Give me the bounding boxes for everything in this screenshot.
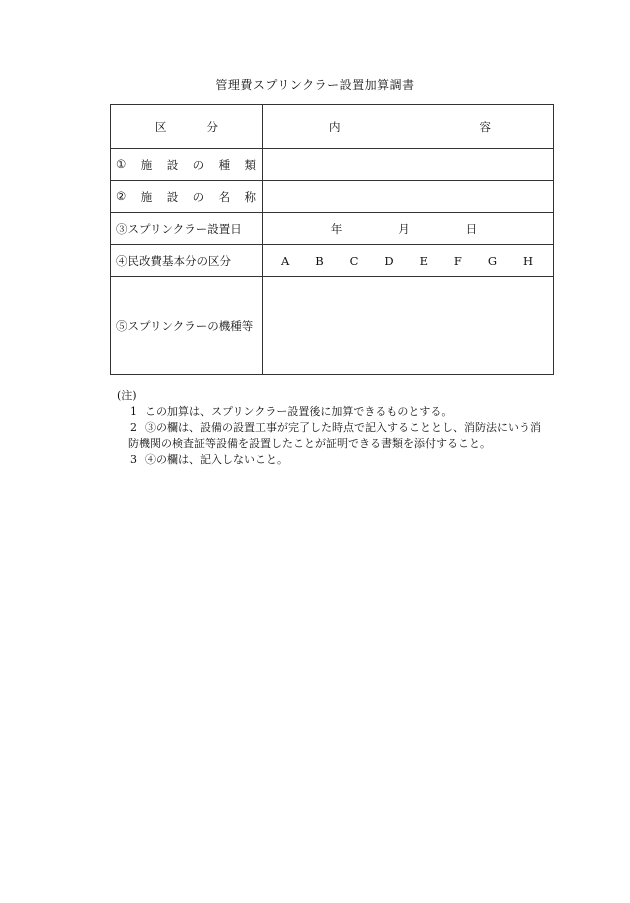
sprinkler-form-table: [110, 104, 554, 375]
classification-field: [263, 245, 554, 277]
label-char: 施: [140, 189, 153, 204]
note-item: [117, 452, 567, 468]
model-field[interactable]: [263, 277, 554, 375]
row-label-install-date: ③スプリンクラー設置日: [111, 213, 263, 245]
note-text-continuation: 防機関の検査証等設備を設置したことが証明できる書類を添付すること。: [128, 437, 491, 450]
label-char: 設: [166, 189, 179, 204]
grade-option[interactable]: E: [419, 253, 428, 268]
note-number: 2: [130, 421, 137, 434]
label-char: 名: [218, 189, 231, 204]
header-category-cell: [111, 105, 263, 149]
note-item: [117, 404, 567, 420]
grade-option[interactable]: C: [349, 253, 359, 268]
notes-section: [117, 388, 567, 468]
header-content-cell: [263, 105, 554, 149]
grade-option[interactable]: D: [384, 253, 394, 268]
row-label-facility-name: [111, 181, 263, 213]
label-char: 称: [244, 189, 256, 204]
date-day-label: 日: [465, 221, 478, 236]
label-char: ①: [116, 156, 127, 171]
header-content-char: 容: [479, 119, 491, 134]
grade-option[interactable]: F: [453, 253, 462, 268]
label-char: の: [192, 157, 205, 172]
note-text: ③の欄は、設備の設置工事が完了した時点で記入することとし、消防法にいう消: [145, 421, 541, 434]
table-row-model: [111, 277, 554, 375]
label-char: 種: [218, 157, 231, 172]
date-year-label: 年: [330, 221, 343, 236]
note-text: ④の欄は、記入しないこと。: [145, 453, 288, 466]
grade-option[interactable]: H: [522, 253, 533, 268]
header-category-char: 区: [155, 119, 167, 134]
row-label-classification: ④民改費基本分の区分: [111, 245, 263, 277]
row-label-facility-type: [111, 149, 263, 181]
label-char: 設: [166, 157, 179, 172]
note-text: この加算は、スプリンクラー設置後に加算できるものとする。: [145, 405, 453, 418]
label-char: 類: [244, 157, 256, 172]
install-date-field[interactable]: [263, 213, 554, 245]
facility-name-field[interactable]: [263, 181, 554, 213]
note-item: [117, 420, 567, 436]
header-content-char: 内: [329, 119, 341, 134]
page-title: 管理費スプリンクラー設置加算調書: [215, 78, 415, 92]
date-month-label: 月: [398, 221, 410, 236]
header-category-char: 分: [206, 119, 218, 134]
grade-option[interactable]: A: [281, 253, 290, 268]
note-number: 3: [130, 453, 137, 466]
table-row-install-date: [111, 213, 554, 245]
grade-option[interactable]: G: [487, 253, 498, 268]
table-row-facility-type: [111, 149, 554, 181]
row-label-model: ⑤スプリンクラーの機種等: [111, 277, 263, 375]
notes-heading: (注): [117, 389, 137, 402]
table-row-classification: [111, 245, 554, 277]
facility-type-field[interactable]: [263, 149, 554, 181]
grade-option[interactable]: B: [315, 253, 324, 268]
table-row-facility-name: [111, 181, 554, 213]
table-header-row: [111, 105, 554, 149]
label-char: ②: [116, 188, 127, 203]
label-char: 施: [140, 157, 153, 172]
label-char: の: [192, 189, 205, 204]
note-number: 1: [130, 405, 137, 418]
